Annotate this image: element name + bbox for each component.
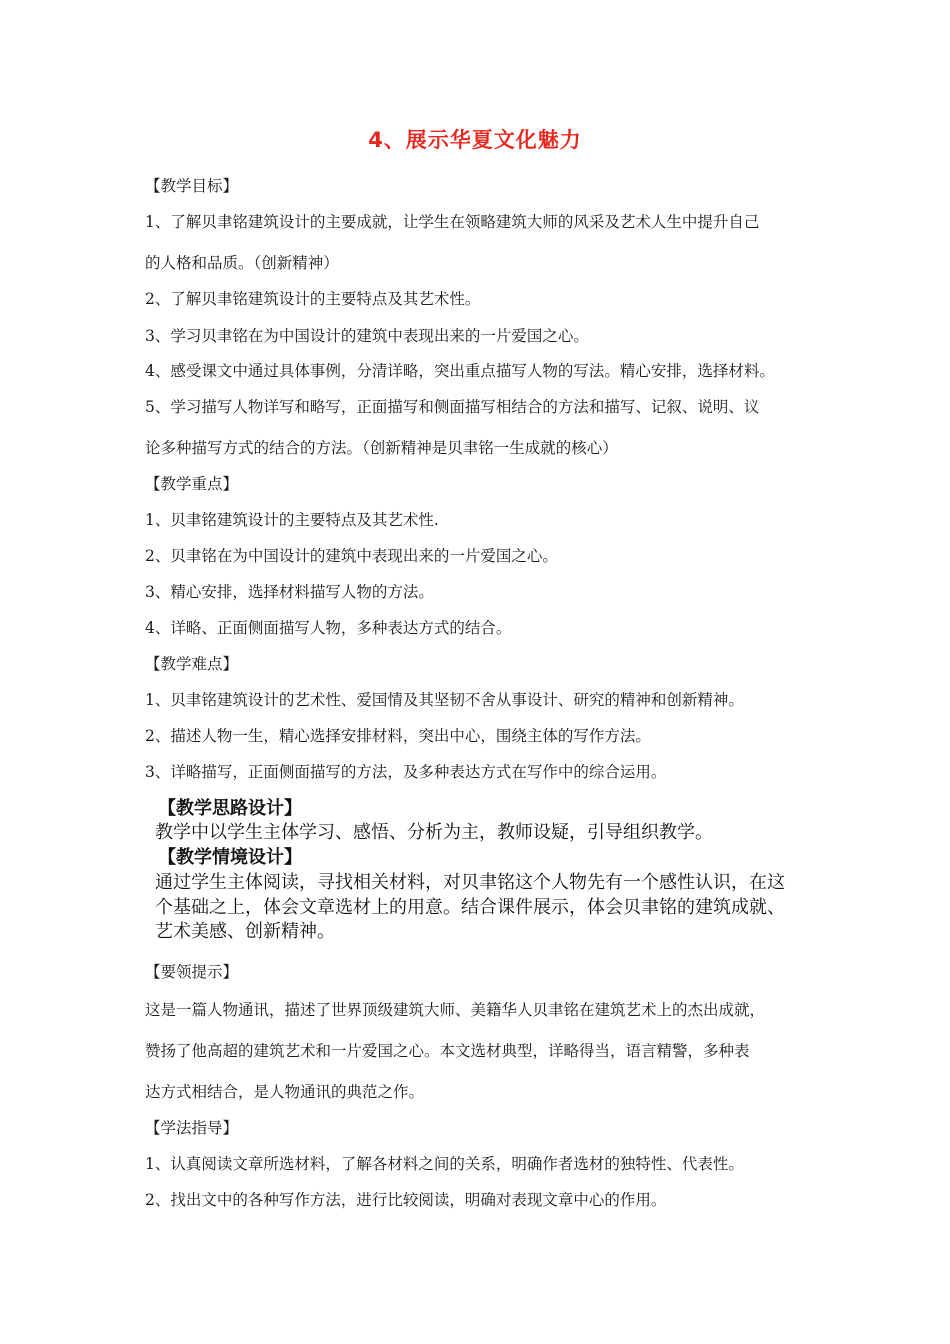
paragraph-line: 1、认真阅读文章所选材料，了解各材料之间的关系，明确作者选材的独特性、代表性。 (145, 1155, 744, 1173)
section-heading-method: 【学法指导】 (145, 1119, 239, 1137)
section-heading-goals: 【教学目标】 (145, 177, 239, 195)
paragraph-line: 艺术美感、创新精神。 (155, 921, 335, 942)
paragraph-line: 3、学习贝聿铭在为中国设计的建筑中表现出来的一片爱国之心。 (145, 327, 589, 345)
paragraph-line: 个基础之上，体会文章选材上的用意。结合课件展示，体会贝聿铭的建筑成就、 (155, 897, 785, 918)
paragraph-line: 2、了解贝聿铭建筑设计的主要特点及其艺术性。 (145, 290, 481, 308)
paragraph-line: 4、感受课文中通过具体事例，分清详略，突出重点描写人物的写法。精心安排，选择材料。 (145, 362, 775, 380)
paragraph-line: 1、贝聿铭建筑设计的主要特点及其艺术性. (145, 511, 439, 529)
paragraph-line: 4、详略、正面侧面描写人物，多种表达方式的结合。 (145, 619, 512, 637)
paragraph-line: 3、精心安排，选择材料描写人物的方法。 (145, 583, 434, 601)
paragraph-line: 1、了解贝聿铭建筑设计的主要成就，让学生在领略建筑大师的风采及艺术人生中提升自己 (145, 213, 760, 231)
paragraph-line: 的人格和品质。（创新精神） (145, 254, 339, 272)
section-heading-keypoints: 【教学重点】 (145, 475, 239, 493)
paragraph-line: 教学中以学生主体学习、感悟、分析为主，教师设疑，引导组织教学。 (155, 822, 713, 843)
paragraph-line: 赞扬了他高超的建筑艺术和一片爱国之心。本文选材典型，详略得当，语言精警，多种表 (145, 1042, 750, 1060)
paragraph-line: 5、学习描写人物详写和略写，正面描写和侧面描写相结合的方法和描写、记叙、说明、议 (145, 398, 760, 416)
paragraph-line: 通过学生主体阅读，寻找相关材料，对贝聿铭这个人物先有一个感性认识，在这 (155, 872, 785, 893)
paragraph-line: 2、找出文中的各种写作方法，进行比较阅读，明确对表现文章中心的作用。 (145, 1191, 667, 1209)
paragraph-line: 2、描述人物一生，精心选择安排材料，突出中心，围绕主体的写作方法。 (145, 727, 651, 745)
section-heading-difficulties: 【教学难点】 (145, 655, 239, 673)
paragraph-line: 这是一篇人物通讯，描述了世界顶级建筑大师、美籍华人贝聿铭在建筑艺术上的杰出成就， (145, 1001, 766, 1019)
section-heading-design: 【教学思路设计】 (158, 798, 302, 819)
paragraph-line: 达方式相结合，是人物通讯的典范之作。 (145, 1083, 425, 1101)
section-heading-tips: 【要领提示】 (145, 963, 239, 981)
paragraph-line: 3、详略描写，正面侧面描写的方法，及多种表达方式在写作中的综合运用。 (145, 763, 667, 781)
page-title: 4、展示华夏文化魅力 (368, 128, 582, 152)
paragraph-line: 2、贝聿铭在为中国设计的建筑中表现出来的一片爱国之心。 (145, 547, 558, 565)
paragraph-line: 1、贝聿铭建筑设计的艺术性、爱国情及其坚韧不舍从事设计、研究的精神和创新精神。 (145, 691, 744, 709)
section-heading-situation: 【教学情境设计】 (158, 847, 302, 868)
paragraph-line: 论多种描写方式的结合的方法。（创新精神是贝聿铭一生成就的核心） (145, 439, 618, 457)
